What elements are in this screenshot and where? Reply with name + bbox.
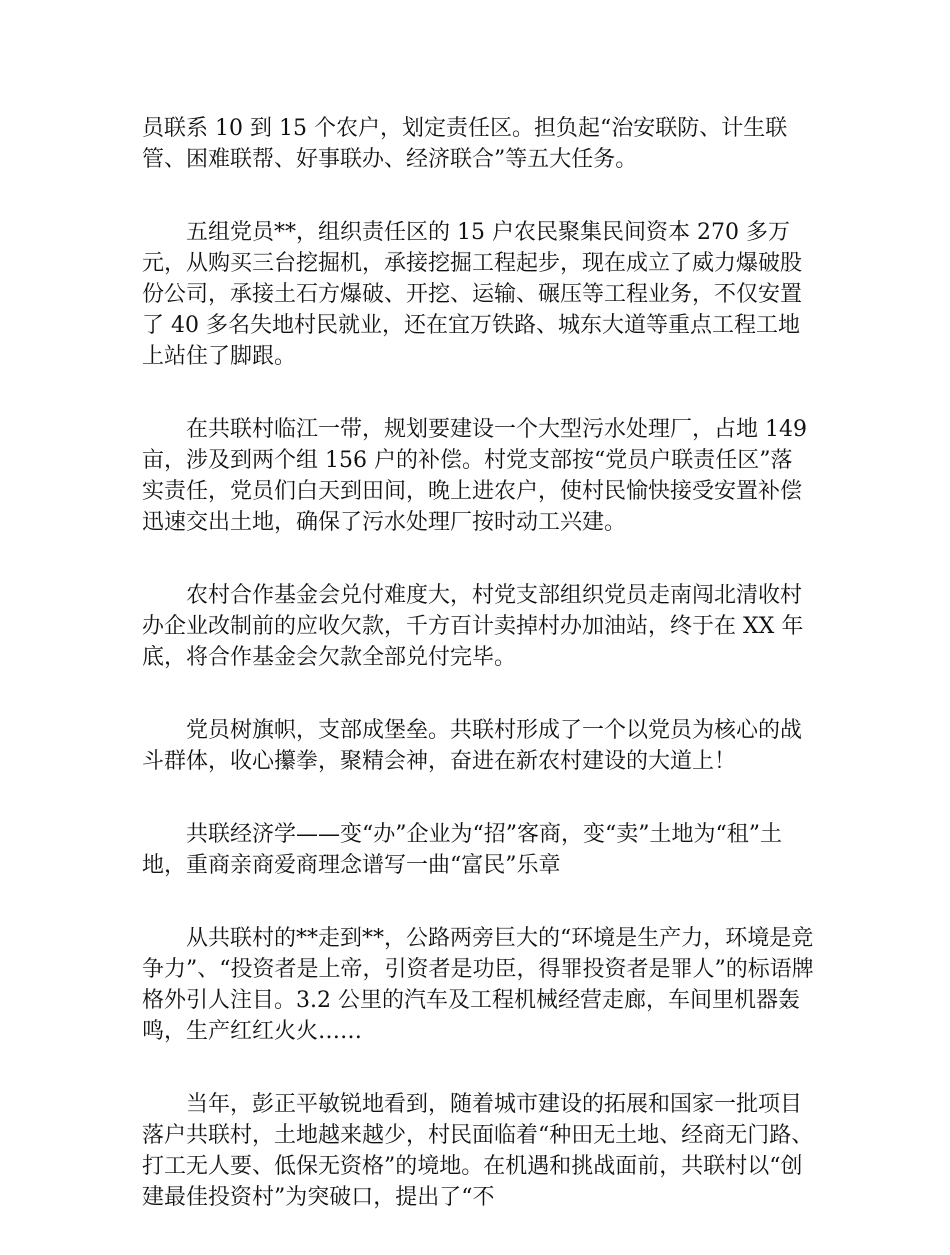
paragraph-4: 农村合作基金会兑付难度大，村党支部组织党员走南闯北清收村办企业改制前的应收欠款，千方百计卖掉村办加油站，终于在 XX 年底，将合作基金会欠款全部兑付完毕。 (142, 583, 804, 670)
paragraph-2: 五组党员**，组织责任区的 15 户农民聚集民间资本 270 多万元，从购买三台挖掘机，承接挖掘工程起步，现在成立了威力爆破股份公司，承接土石方爆破、开挖、运输、碾压等工程业务，不仅安置了 40 多名失地村民就业，还在宜万铁路、城东大道等重点工程工地上站住了脚跟。 (142, 220, 803, 369)
paragraph-3: 在共联村临江一带，规划要建设一个大型污水处理厂，占地 149 亩，涉及到两个组 156 户的补偿。村党支部按“党员户联责任区”落实责任，党员们白天到田间，晚上进农户，使村民愉快接受安置补偿迅速交出土地，确保了污水处理厂按时动工兴建。 (142, 417, 807, 535)
paragraph-1: 员联系 10 到 15 个农户，划定责任区。担负起“治安联防、计生联管、困难联帮、好事联办、经济联合”等五大任务。 (142, 116, 788, 172)
document-page (142, 113, 814, 1255)
paragraph-7: 从共联村的**走到**，公路两旁巨大的“环境是生产力，环境是竞争力”、“投资者是上帝，引资者是功臣，得罪投资者是罪人”的标语牌格外引人注目。3.2 公里的汽车及工程机械经营走廊，车间里机器轰鸣，生产红红火火…… (142, 926, 814, 1044)
paragraph-8: 当年，彭正平敏锐地看到，随着城市建设的拓展和国家一批项目落户共联村，土地越来越少，村民面临着“种田无土地、经商无门路、打工无人要、低保无资格”的境地。在机遇和挑战面前，共联村以“创建最佳投资村”为突破口，提出了“不 (142, 1092, 814, 1210)
paragraph-5: 党员树旗帜，支部成堡垒。共联村形成了一个以党员为核心的战斗群体，收心攥拳，聚精会神，奋进在新农村建设的大道上！ (142, 718, 803, 774)
paragraph-6-heading: 共联经济学——变“办”企业为“招”客商，变“卖”土地为“租”土地，重商亲商爱商理念谱写一曲“富民”乐章 (142, 822, 782, 878)
